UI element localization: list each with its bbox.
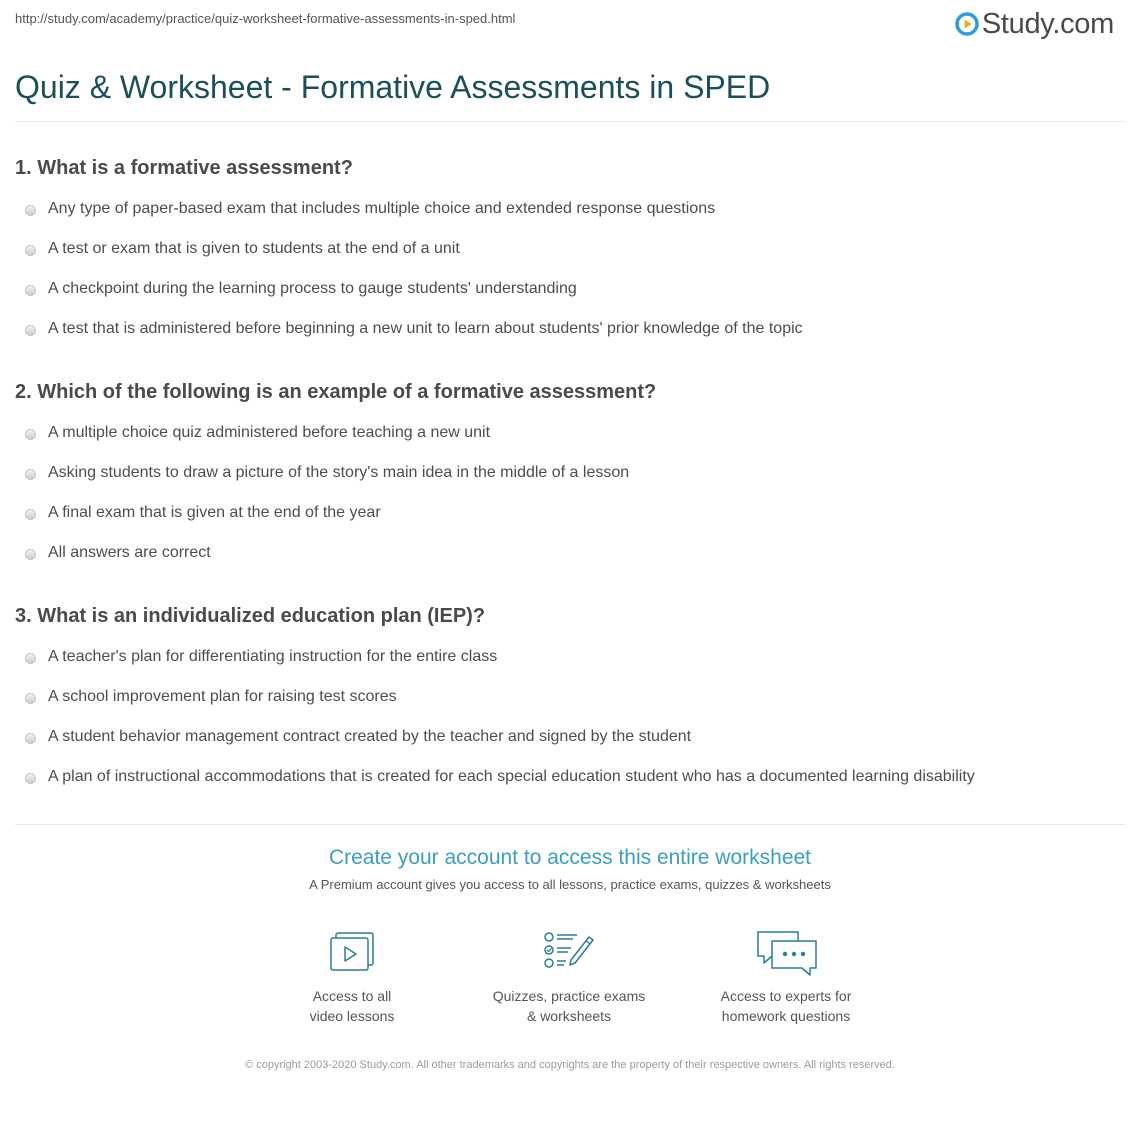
radio-button-icon[interactable] (25, 429, 36, 440)
question-title: 2. Which of the following is an example of a formative assessment? (15, 381, 657, 403)
logo-text: Study.com (981, 7, 1114, 40)
question-2 (15, 379, 1125, 581)
radio-button-icon[interactable] (25, 773, 36, 784)
answer-option[interactable] (15, 725, 1125, 765)
answer-text: A school improvement plan for raising test scores (48, 688, 397, 705)
answer-text: A student behavior management contract created by the teacher and signed by the student (48, 728, 692, 745)
page-url: http://study.com/academy/practice/quiz-worksheet-formative-assessments-in-sped.html (15, 11, 516, 26)
answer-text: A teacher's plan for differentiating instruction for the entire class (48, 648, 498, 665)
answer-text: Asking students to draw a picture of the story's main idea in the middle of a lesson (48, 464, 630, 481)
answer-list (15, 645, 1125, 805)
answer-text: A multiple choice quiz administered before teaching a new unit (48, 424, 491, 441)
answer-text: A final exam that is given at the end of the year (48, 504, 381, 521)
answer-text: A test or exam that is given to students at the end of a unit (48, 240, 460, 257)
radio-button-icon[interactable] (25, 549, 36, 560)
radio-button-icon[interactable] (25, 653, 36, 664)
answer-option[interactable] (15, 765, 1125, 805)
answer-text: Any type of paper-based exam that includes multiple choice and extended response questions (48, 200, 716, 217)
answer-option[interactable] (15, 541, 1125, 581)
radio-button-icon[interactable] (25, 733, 36, 744)
answer-text: All answers are correct (48, 544, 211, 561)
question-title: 1. What is a formative assessment? (15, 157, 353, 179)
play-circle-icon (955, 12, 979, 36)
cta-subtitle: A Premium account gives you access to all lessons, practice exams, quizzes & worksheets (309, 877, 831, 892)
question-title: 3. What is an individualized education plan (IEP)? (15, 605, 486, 627)
feature-quizzes (469, 928, 669, 1026)
answer-option[interactable] (15, 421, 1125, 461)
question-1 (15, 155, 1125, 357)
study-logo[interactable] (955, 6, 1114, 42)
feature-label: Access to experts for homework questions (720, 988, 852, 1024)
create-account-link[interactable]: Create your account to access this entire worksheet (328, 846, 812, 869)
answer-option[interactable] (15, 277, 1125, 317)
radio-button-icon[interactable] (25, 205, 36, 216)
answer-text: A test that is administered before beginning a new unit to learn about students' prior knowledge of the topic (48, 320, 803, 337)
answer-option[interactable] (15, 461, 1125, 501)
radio-button-icon[interactable] (25, 245, 36, 256)
answer-option[interactable] (15, 317, 1125, 357)
feature-label: Quizzes, practice exams & worksheets (492, 988, 646, 1024)
radio-button-icon[interactable] (25, 509, 36, 520)
chat-bubbles-icon (754, 928, 818, 978)
feature-video-lessons (252, 928, 452, 1026)
radio-button-icon[interactable] (25, 285, 36, 296)
cta-divider (15, 824, 1125, 825)
answer-option[interactable] (15, 501, 1125, 541)
answer-text: A plan of instructional accommodations that is created for each special education student who has a documented learning disability (48, 768, 975, 785)
page-title: Quiz & Worksheet - Formative Assessments in SPED (15, 69, 771, 105)
answer-text: A checkpoint during the learning process to gauge students' understanding (48, 280, 577, 297)
answer-option[interactable] (15, 645, 1125, 685)
feature-experts (686, 928, 886, 1026)
question-3 (15, 603, 1125, 805)
title-divider (15, 121, 1125, 122)
answer-option[interactable] (15, 685, 1125, 725)
answer-list (15, 421, 1125, 581)
answer-option[interactable] (15, 197, 1125, 237)
quiz-checklist-icon (541, 928, 597, 978)
feature-label: Access to all video lessons (309, 988, 395, 1024)
radio-button-icon[interactable] (25, 469, 36, 480)
radio-button-icon[interactable] (25, 325, 36, 336)
answer-option[interactable] (15, 237, 1125, 277)
copyright-notice: © copyright 2003-2020 Study.com. All other trademarks and copyrights are the property of their respective owners. All rights reserved. (245, 1059, 895, 1071)
video-lesson-icon (324, 928, 380, 978)
answer-list (15, 197, 1125, 357)
radio-button-icon[interactable] (25, 693, 36, 704)
